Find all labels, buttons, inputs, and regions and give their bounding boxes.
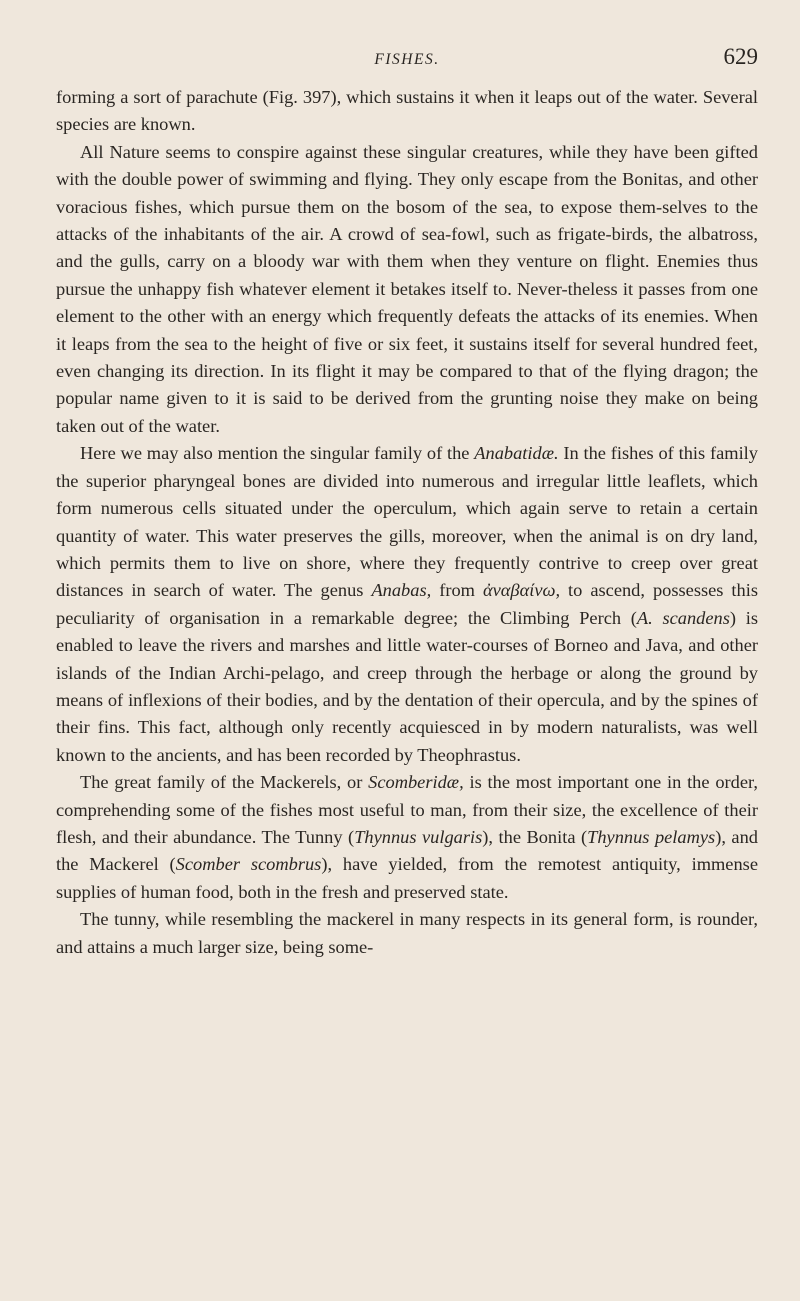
paragraph bbox=[56, 139, 758, 440]
italic-text: A. scandens bbox=[636, 607, 730, 628]
text-run: In the fishes of this family the superior pharyngeal bones are divided into numerous and irregular little leaflets, which form numerous cells situated under the operculum, which again serve to retain a certain quantity of water. This water preserves the gills, moreover, when the animal is on dry land, which permits them to live on shore, where they frequently contrive to creep over great distances in search of water. The genus bbox=[56, 443, 758, 601]
italic-text: Thynnus vulgaris bbox=[354, 826, 483, 847]
text-run: ) is enabled to leave the rivers and marshes and little water-courses of Borneo and Java, and other islands of the Indian Archi-pelago, and creep through the herbage or along the ground by means of inflexions of their bodies, and by the dentation of their opercula, and by the spines of their fins. This fact, although only recently acquiesced in by modern naturalists, was well known to the ancients, and has been recorded by Theophrastus. bbox=[56, 607, 758, 765]
page-header bbox=[56, 0, 758, 74]
text-run: The great family of the Mackerels, or bbox=[80, 772, 369, 793]
text-run: All Nature seems to conspire against these singular creatures, while they have been gifted with the double power of swimming and flying. They only escape from the Bonitas, and other voracious fishes, which pursue them on the bosom of the sea, to expose them-selves to the attacks of the inhabitants of the air. A crowd of sea-fowl, such as frigate-birds, the albatross, and the gulls, carry on a bloody war with them when they venture on flight. Enemies thus pursue the unhappy fish whatever element it betakes itself to. Never-theless it passes from one element to the other with an energy which frequently defeats the attacks of its enemies. When it leaps from the sea to the height of five or six feet, it sustains itself for several hundred feet, even changing its direction. In its flight it may be compared to that of the flying dragon; the popular name given to it is said to be derived from the grunting noise they make on being taken out of the water. bbox=[56, 141, 758, 436]
italic-text: Thynnus pelamys bbox=[587, 826, 716, 847]
italic-text: Scomberidæ, bbox=[368, 772, 464, 793]
text-run: ), the Bonita ( bbox=[482, 826, 588, 847]
text-run: ), have yielded, from the remotest antiquity, immense supplies of human food, both in the fresh and preserved state. bbox=[56, 854, 758, 902]
running-head: FISHES. bbox=[374, 51, 440, 68]
text-run: to ascend, possesses this peculiarity of organisation in a remarkable degree; the Climbing Perch ( bbox=[56, 580, 758, 628]
text-run: from bbox=[431, 580, 483, 601]
text-run: is the most important one in the order, comprehending some of the fishes most useful to man, from their size, the excellence of their flesh, and their abundance. The Tunny ( bbox=[56, 772, 758, 847]
paragraph bbox=[56, 906, 758, 961]
paragraph bbox=[56, 84, 758, 139]
body-text bbox=[56, 84, 758, 961]
paragraph bbox=[56, 440, 758, 769]
paragraph bbox=[56, 769, 758, 906]
italic-text: ἀναβαίνω, bbox=[482, 580, 561, 601]
text-run: Here we may also mention the singular family of the bbox=[80, 443, 475, 464]
text-run: The tunny, while resembling the mackerel in many respects in its general form, is rounder, and attains a much larger size, being some- bbox=[56, 909, 758, 957]
italic-text: Scomber scombrus bbox=[175, 854, 322, 875]
text-run: ), and the Mackerel ( bbox=[56, 826, 758, 875]
text-run: forming a sort of parachute (Fig. 397), which sustains it when it leaps out of the water. Several species are known. bbox=[56, 87, 758, 135]
italic-text: Anabas, bbox=[371, 580, 432, 601]
italic-text: Anabatidæ. bbox=[474, 443, 559, 464]
page-number: 629 bbox=[723, 44, 758, 69]
